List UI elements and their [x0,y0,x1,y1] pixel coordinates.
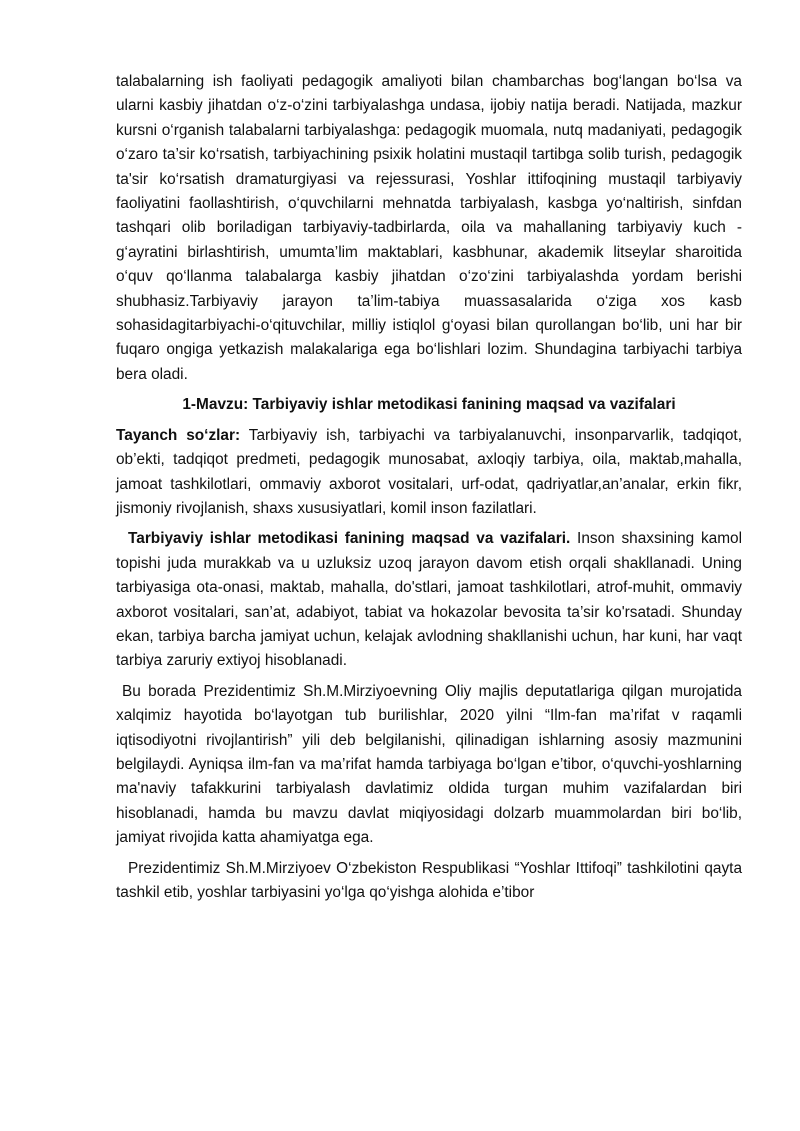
goals-paragraph [116,527,742,673]
keywords-text: Tarbiyaviy ish, tarbiyachi va tarbiyalanuvchi, insonparvarlik, tadqiqot, ob’ekti, tadqiqot predmeti, pedagogik munosabat, axloqiy tarbiya, oila, maktab,mahalla, jamoat tashkilotlari, ommaviy axborot vositalari, urf-odat, qadriyatlar,an’analar, erkin fikr, jismoniy rivojlanish, shaxs xususiyatlari, komil inson fazilatlari. [116,426,742,517]
youth-union-paragraph: Prezidentimiz Sh.M.Mirziyoev O‘zbekiston Respublikasi “Yoshlar Ittifoqi” tashkilotini qayta tashkil etib, yoshlar tarbiyasini yo‘lga qo‘yishga alohida e’tibor [116,859,742,901]
topic-heading: 1-Mavzu: Tarbiyaviy ishlar metodikasi fanining maqsad va vazifalari [182,396,676,414]
keywords-label: Tayanch so‘zlar: [116,426,241,444]
president-address-paragraph: Bu borada Prezidentimiz Sh.M.Mirziyoevning Oliy majlis deputatlariga qilgan murojatida xalqimiz hayotida bo‘layotgan tub burilishlar, 2020 yilni “Ilm-fan ma’rifat v raqamli iqtisodiyotni rivojlantirish” yili deb belgilanishi, qilinadigan ishlarning asosiy mazmunini belgilaydi. Ayniqsa ilm-fan va ma’rifat hamda tarbiyaga bo‘lgan e’tibor, o‘quvchi-yoshlarning ma'naviy tafakkurini tarbiyalash davlatimiz oldida turgan muhim vazifalardan biri hisoblanadi, hamda bu mavzu davlat miqiyosidagi dolzarb muammolardan biri bo‘lib, jamiyat rivojida katta ahamiyatga ega. [116,682,742,847]
intro-paragraph: talabalarning ish faoliyati pedagogik amaliyoti bilan chambarchas bog‘langan bo‘lsa va ularni kasbiy jihatdan o‘z-o‘zini tarbiyalashga undasa, ijobiy natija beradi. Natijada, mazkur kursni o‘rganish talabalarni tarbiyalashga: pedagogik muomala, nutq madaniyati, pedagogik o‘zaro ta’sir ko‘rsatish, tarbiyachining psixik holatini mustaqil tartibga solib turish, pedagogik ta'sir ko‘rsatish dramaturgiyasi va rejessurasi, Yoshlar ittifoqining mustaqil tarbiyaviy faoliyatini faollashtirish, o‘quvchilarni mehnatda tarbiyalash, kasbga yo‘naltirish, sinfdan tashqari olib boriladigan tarbiyaviy-tadbirlarda, oila va mahallaning tarbiyaviy kuch - g‘ayratini birlashtirish, umumta’lim maktablari, kasbhunar, akademik litseylar sharoitida o‘quv qo‘llanma talabalarga kasbiy jihatdan o‘zo‘zini tarbiyalashda yordam berishi shubhasiz.Tarbiyaviy jarayon ta’lim-tabiya muassasalarida o‘ziga xos kasb sohasidagitarbiyachi-o‘qituvchilar, milliy istiqlol g‘oyasi bilan qurollangan bo‘lib, uni har bir fuqaro ongiga yetkazish malakalariga ega bo‘lishlari lozim. Shundagina tarbiyachi tarbiya bera oladi. [116,73,742,383]
goals-bold-title: Tarbiyaviy ishlar metodikasi fanining maqsad va vazifalari. [128,530,571,548]
keywords-paragraph [116,424,742,522]
goals-text: Inson shaxsining kamol topishi juda murakkab va u uzluksiz uzoq jarayon davom etish orqali shakllanadi. Uning tarbiyasiga ota-onasi, maktab, mahalla, do'stlari, jamoat tashkilotlari, atrof-muhit, ommaviy axborot vositalari, san’at, adabiyot, tabiat va hokazolar bevosita ta’sir ko'rsatadi. Shunday ekan, tarbiya barcha jamiyat uchun, kelajak avlodning shakllanishi uchun, har kuni, har vaqt tarbiya zaruriy extiyoj hisoblanadi. [116,530,742,670]
document-page [116,70,742,905]
